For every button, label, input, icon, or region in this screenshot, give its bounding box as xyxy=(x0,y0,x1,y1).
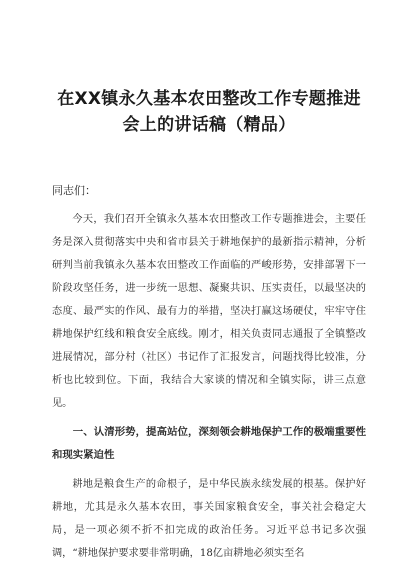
document-title: 在XX镇永久基本农田整改工作专题推进会上的讲话稿（精品） xyxy=(57,89,361,135)
body-paragraph: 今天，我们召开全镇永久基本农田整改工作专题推进会，主要任务是深入贯彻落实中央和省市县关于耕地保护的最新指示精神，分析研判当前我镇永久基本农田整改工作面临的严峻形势，安排部署下一阶段攻坚任务，进一步统一思想、凝聚共识、压实责任，以最坚决的态度、最严实的作风、最有力的举措，坚决打赢这场硬仗，牢牢守住耕地保护红线和粮食安全底线。刚才，相关负责同志通报了全镇整改进展情况，部分村（社区）书记作了汇报发言，问题找得比较准，分析也比较到位。下面，我结合大家谈的情况和全镇实际，讲三点意见。 xyxy=(52,214,366,409)
section-heading: 一、认清形势，提高站位，深刻领会耕地保护工作的极端重要性和现实紧迫性 xyxy=(52,426,366,461)
body-paragraph: 耕地是粮食生产的命根子，是中华民族永续发展的根基。保护好耕地，尤其是永久基本农田，事关国家粮食安全，事关社会稳定大局，是一项必须不折不扣完成的政治任务。习近平总书记多次强调，“耕地保护要求要非常明确，18亿亩耕地必须实至名 xyxy=(52,479,366,559)
salutation: 同志们： xyxy=(52,184,96,197)
